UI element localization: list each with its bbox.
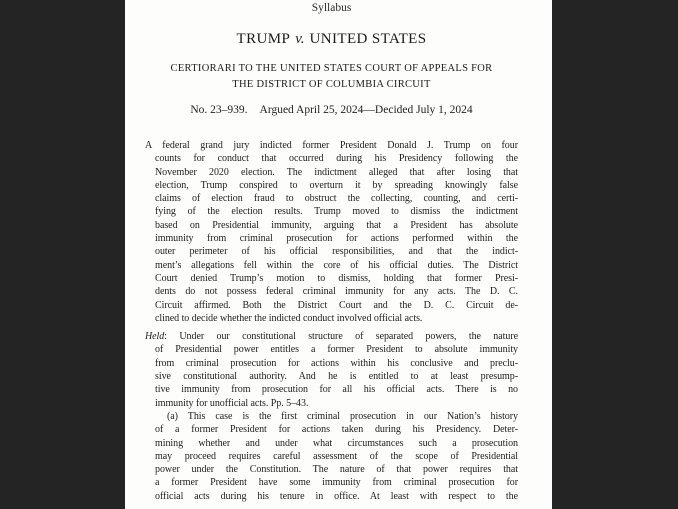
text-line: tive immunity from prosecution for all his official acts. There is no (155, 384, 518, 396)
argued-decided-dates: Argued April 25, 2024—Decided July 1, 2024 (259, 104, 473, 116)
text-line: may proceed requires careful assessment of the scope of Presidential (155, 450, 518, 462)
text-line: claims of election fraud to obstruct the collecting, counting, and certi- (155, 193, 518, 205)
paragraph (145, 139, 518, 325)
running-head: Syllabus (311, 2, 352, 14)
text-line: Court denied Trump’s motion to dismiss, holding that former Presi- (155, 272, 518, 284)
text-line: clined to decide whether the indicted conduct involved official acts. (155, 312, 423, 324)
certiorari-line-2: THE DISTRICT OF COLUMBIA CIRCUIT (232, 78, 431, 90)
text-line: a former President have some immunity from criminal prosecution for (155, 477, 518, 489)
text-line: Held: Under our constitutional structure of separated powers, the nature (145, 331, 518, 343)
text-line: official acts during his tenure in office. At least with respect to the (155, 490, 518, 502)
text-line: Circuit affirmed. Both the District Court and the D. C. Circuit de- (155, 299, 518, 311)
case-title-versus: v. (295, 31, 305, 47)
text-line: power under the Constitution. The nature of that power requires that (155, 464, 518, 476)
case-title-party-right: UNITED STATES (309, 31, 427, 47)
text-line: fying of the election results. Trump moved to dismiss the indictment (155, 206, 518, 218)
text-line: of a former President for actions taken during his Presidency. Deter- (155, 424, 518, 436)
case-number: No. 23–939. (190, 104, 248, 116)
docket-line (145, 104, 518, 116)
text-line: ment’s allegations fell within the core of his official duties. The District (155, 259, 518, 271)
paragraph (145, 410, 518, 503)
text-line: (a) This case is the first criminal prosecution in our Nation’s history (167, 410, 518, 422)
text-line: counts for conduct that occurred during his Presidency following the (155, 153, 518, 165)
syllabus-body (145, 139, 518, 503)
case-title-party-left: TRUMP (236, 31, 291, 47)
paragraph (145, 330, 518, 410)
held-lead-italic: Held (145, 331, 165, 343)
text-line: from criminal prosecution for actions within his conclusive and preclu- (155, 357, 518, 369)
certiorari-line-1: CERTIORARI TO THE UNITED STATES COURT OF APPEALS FOR (170, 63, 493, 74)
text-line: immunity from criminal prosecution for actions performed within the (155, 233, 518, 245)
text-line: outer perimeter of his official responsibilities, and that the indict- (155, 246, 518, 258)
text-line: mining whether and under what circumstances such a prosecution (155, 437, 518, 449)
text-line: immunity for unofficial acts. Pp. 5–43. (155, 397, 309, 409)
text-line: A federal grand jury indicted former President Donald J. Trump on four (145, 140, 518, 151)
text-line: election, Trump conspired to overturn it by spreading knowingly false (155, 179, 518, 191)
text-line: sive constitutional authority. And he is entitled to at least presump- (155, 371, 518, 383)
case-title (145, 31, 518, 48)
text-line: based on Presidential immunity, arguing that a President has absolute (155, 219, 518, 231)
text-line: dents do not possess federal criminal immunity for any acts. The D. C. (155, 286, 518, 298)
certiorari-heading (145, 61, 518, 92)
document-page (125, 0, 552, 509)
text-line: November 2020 election. The indictment alleged that after losing that (155, 166, 518, 178)
text-line: of Presidential power entitles a former President to absolute immunity (155, 344, 518, 356)
